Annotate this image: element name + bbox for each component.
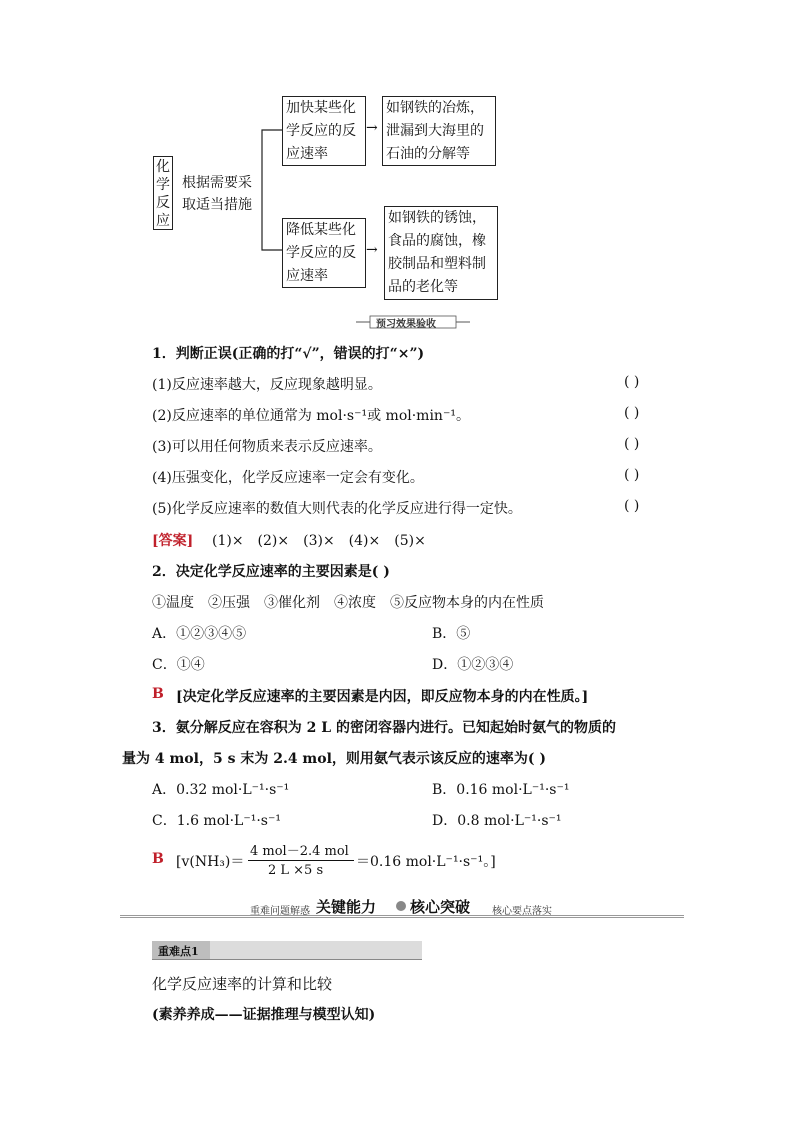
key-point-heading: 化学反应速率的计算和比较 (152, 975, 333, 993)
q3-fraction-bar (248, 860, 354, 861)
section-banner-rule (120, 915, 684, 918)
q2-title: 2．决定化学反应速率的主要因素是( ) (152, 564, 390, 580)
q3-option-b: B．0.16 mol·L⁻¹·s⁻¹ (432, 782, 570, 798)
key-point-subheading: (素养养成——证据推理与模型认知) (152, 1007, 376, 1023)
q1-answer-paren: ( ) (624, 498, 640, 514)
q1-answer-paren: ( ) (624, 405, 640, 421)
q1-title: 1．判断正误(正确的打“√”，错误的打“×”) (152, 346, 425, 362)
q1-answer-paren: ( ) (624, 467, 640, 483)
key-point-tag: 重难点1 (158, 945, 199, 958)
upper-box-line: 学反应的反 (286, 123, 356, 139)
q1-item: (2)反应速率的单位通常为 mol·s⁻¹或 mol·min⁻¹。 (152, 408, 470, 424)
q2-option-a: A．①②③④⑤ (152, 626, 247, 642)
q2-option-d: D．①②③④ (432, 657, 514, 673)
upper-box (282, 96, 366, 166)
middle-text-line-1: 根据需要采 (182, 175, 252, 191)
preview-banner-text: 预习效果验收 (376, 319, 436, 330)
q1-answer-paren: ( ) (624, 374, 640, 390)
q3-title-line-2: 量为 4 mol，5 s 末为 2.4 mol，则用氨气表示该反应的速率为( ) (122, 751, 547, 767)
q2-option-b: B．⑤ (432, 626, 471, 642)
q3-formula-denominator: 2 L ×5 s (268, 863, 324, 878)
lower-arrow: → (366, 242, 378, 258)
q1-answer-paren: ( ) (624, 436, 640, 452)
q3-option-a: A．0.32 mol·L⁻¹·s⁻¹ (152, 782, 290, 798)
lower-box-line: 降低某些化 (286, 222, 356, 238)
q1-item: (1)反应速率越大，反应现象越明显。 (152, 377, 382, 393)
lower-example-line: 如钢铁的锈蚀， (388, 210, 486, 226)
q3-answer-letter: B (152, 851, 164, 867)
lower-example-line: 食品的腐蚀，橡 (388, 233, 486, 249)
lower-example-line: 品的老化等 (388, 279, 458, 295)
left-label-text: 化学反应 (156, 159, 170, 229)
q3-formula-rhs: ＝0.16 mol·L⁻¹·s⁻¹。] (356, 854, 496, 870)
q2-option-c: C．①④ (152, 657, 205, 673)
q1-item: (3)可以用任何物质来表示反应速率。 (152, 439, 382, 455)
lower-box-line: 学反应的反 (286, 245, 356, 261)
upper-examples-box (382, 96, 496, 166)
q1-answer-label: [答案] (152, 533, 194, 549)
q3-title-line-1: 3．氨分解反应在容积为 2 L 的密闭容器内进行。已知起始时氨气的物质的 (152, 720, 616, 736)
section-banner-right-small: 核心要点落实 (492, 906, 552, 917)
q1-answer-text: (1)× (2)× (3)× (4)× (5)× (212, 533, 426, 549)
section-banner-divider-icon (396, 901, 406, 911)
q3-option-d: D．0.8 mol·L⁻¹·s⁻¹ (432, 813, 562, 829)
q1-item: (4)压强变化，化学反应速率一定会有变化。 (152, 470, 424, 486)
lower-box-line: 应速率 (286, 268, 328, 284)
q2-factors: ①温度 ②压强 ③催化剂 ④浓度 ⑤反应物本身的内在性质 (152, 595, 544, 611)
upper-example-line: 石油的分解等 (386, 146, 470, 162)
section-banner-left-small: 重难问题解惑 (250, 906, 310, 917)
lower-box (282, 218, 366, 288)
upper-example-line: 如钢铁的冶炼， (386, 100, 484, 116)
upper-example-line: 泄漏到大海里的 (386, 123, 484, 139)
upper-box-line: 应速率 (286, 146, 328, 162)
section-banner-title: 关键能力 (316, 898, 377, 916)
q3-formula-lhs: [v(NH₃)＝ (176, 854, 245, 870)
lower-examples-box (384, 206, 498, 300)
q2-answer-letter: B (152, 686, 164, 702)
middle-text-line-2: 取适当措施 (182, 197, 252, 213)
preview-banner (356, 315, 470, 329)
upper-arrow: → (366, 120, 378, 136)
q3-formula-numerator: 4 mol－2.4 mol (250, 844, 349, 859)
upper-box-line: 加快某些化 (286, 100, 356, 116)
q2-answer-text: [决定化学反应速率的主要因素是内因，即反应物本身的内在性质。] (176, 689, 589, 705)
q3-option-c: C．1.6 mol·L⁻¹·s⁻¹ (152, 813, 281, 829)
section-banner-title-2: 核心突破 (410, 898, 471, 916)
q1-item: (5)化学反应速率的数值大则代表的化学反应进行得一定快。 (152, 501, 522, 517)
lower-example-line: 胶制品和塑料制 (388, 256, 486, 272)
